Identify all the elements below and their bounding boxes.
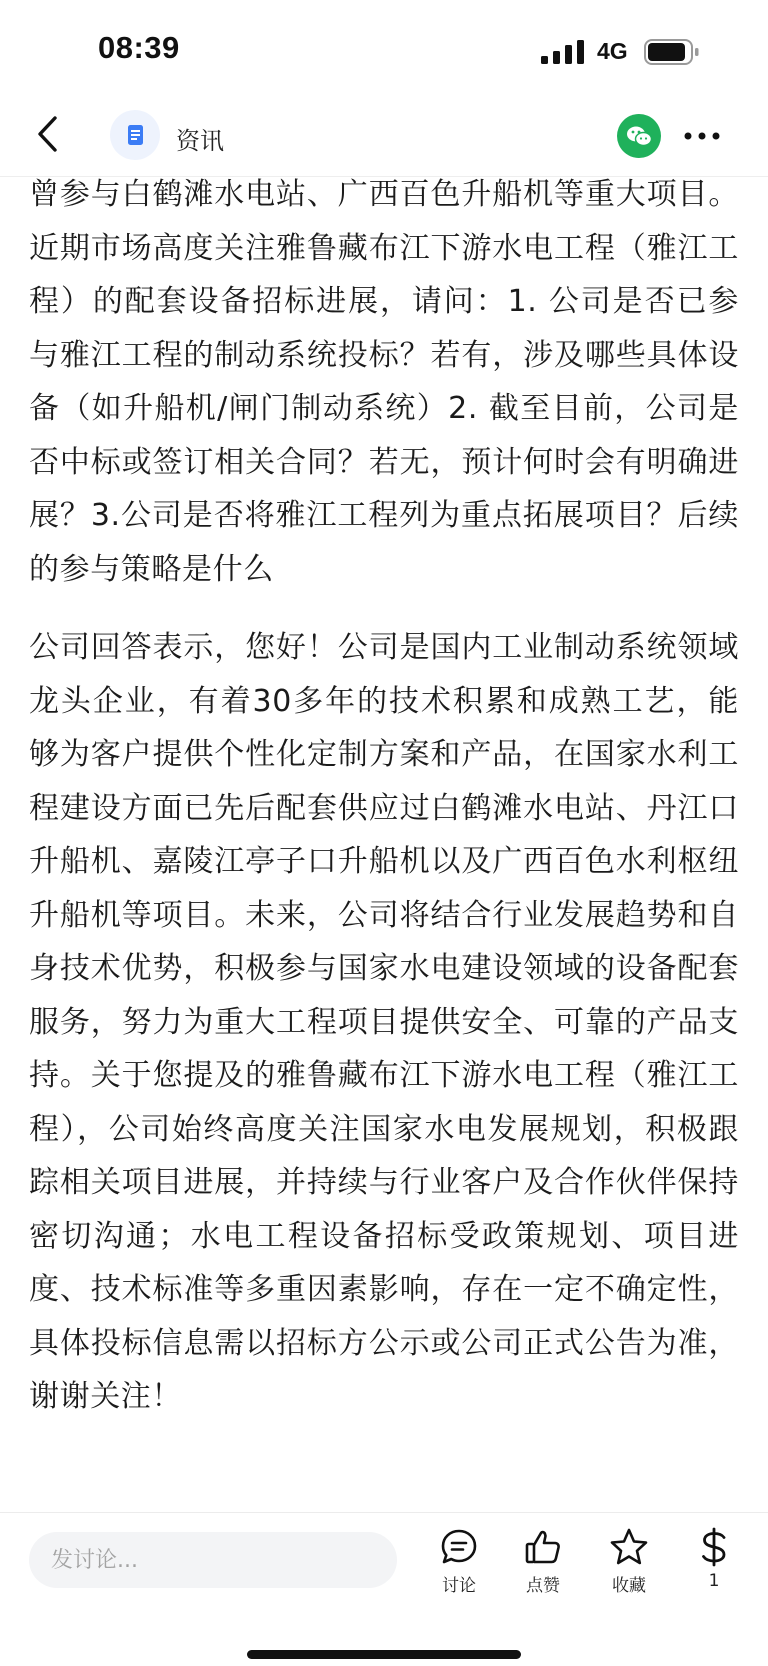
answer-text: 公司回答表示，您好！公司是国内工业制动系统领域龙头企业，有着30多年的技术积累和成熟工艺，能够为客户提供个性化定制方案和产品，在国家水利工程建设方面已先后配套供应过白鹤滩水电站、丹江口升船机、嘉陵江亭子口升船机以及广西百色水利枢纽升船机等项目。未来，公司将结合行业发展趋势和自身技术优势，积极参与国家水电建设领域的设备配套服务，努力为重大工程项目提供安全、可靠的产品支持。关于您提及的雅鲁藏布江下游水电工程（雅江工程），公司始终高度关注国家水电发展规划，积极跟踪相关项目进展，并持续与行业客户及合作伙伴保持密切沟通；水电工程设备招标受政策规划、项目进度、技术标准等多重因素影响，存在一定不确定性，具体投标信息需以招标方公示或公司正式公告为准，谢谢关注！ xyxy=(29,630,739,1414)
like-button[interactable] xyxy=(508,1527,578,1607)
battery-icon xyxy=(644,38,700,66)
discuss-icon xyxy=(439,1527,479,1567)
thumbs-up-icon xyxy=(523,1527,563,1567)
document-icon xyxy=(110,110,160,160)
comment-input[interactable] xyxy=(29,1532,397,1588)
nav-bar xyxy=(0,96,768,177)
more-icon[interactable] xyxy=(680,114,724,158)
favorite-label: 收藏 xyxy=(612,1576,646,1596)
status-time: 08:39 xyxy=(98,30,180,65)
status-bar xyxy=(0,0,768,96)
tip-button[interactable] xyxy=(679,1527,749,1607)
discuss-label: 讨论 xyxy=(442,1576,476,1596)
tip-count: 1 xyxy=(708,1571,720,1591)
star-icon xyxy=(609,1527,649,1567)
discuss-button[interactable] xyxy=(424,1527,494,1607)
dollar-icon xyxy=(694,1527,734,1567)
network-type: 4G xyxy=(597,38,628,64)
signal-icon xyxy=(541,40,585,64)
back-icon[interactable] xyxy=(30,112,74,156)
bottom-bar xyxy=(0,1512,768,1666)
article-body xyxy=(29,168,739,1424)
home-indicator[interactable] xyxy=(247,1650,521,1659)
question-text: 曾参与白鹤滩水电站、广西百色升船机等重大项目。近期市场高度关注雅鲁藏布江下游水电工程（雅江工程）的配套设备招标进展，请问：1. 公司是否已参与雅江工程的制动系统投标？若有，涉及哪些具体设备（如升船机/闸门制动系统）2. 截至目前，公司是否中标或签订相关合同？若无，预计何时会有明确进展？3.公司是否将雅江工程列为重点拓展项目？后续的参与策略是什么 xyxy=(29,177,739,587)
like-label: 点赞 xyxy=(526,1576,560,1596)
favorite-button[interactable] xyxy=(594,1527,664,1607)
source-label[interactable]: 资讯 xyxy=(176,127,224,155)
wechat-icon[interactable] xyxy=(617,114,661,158)
